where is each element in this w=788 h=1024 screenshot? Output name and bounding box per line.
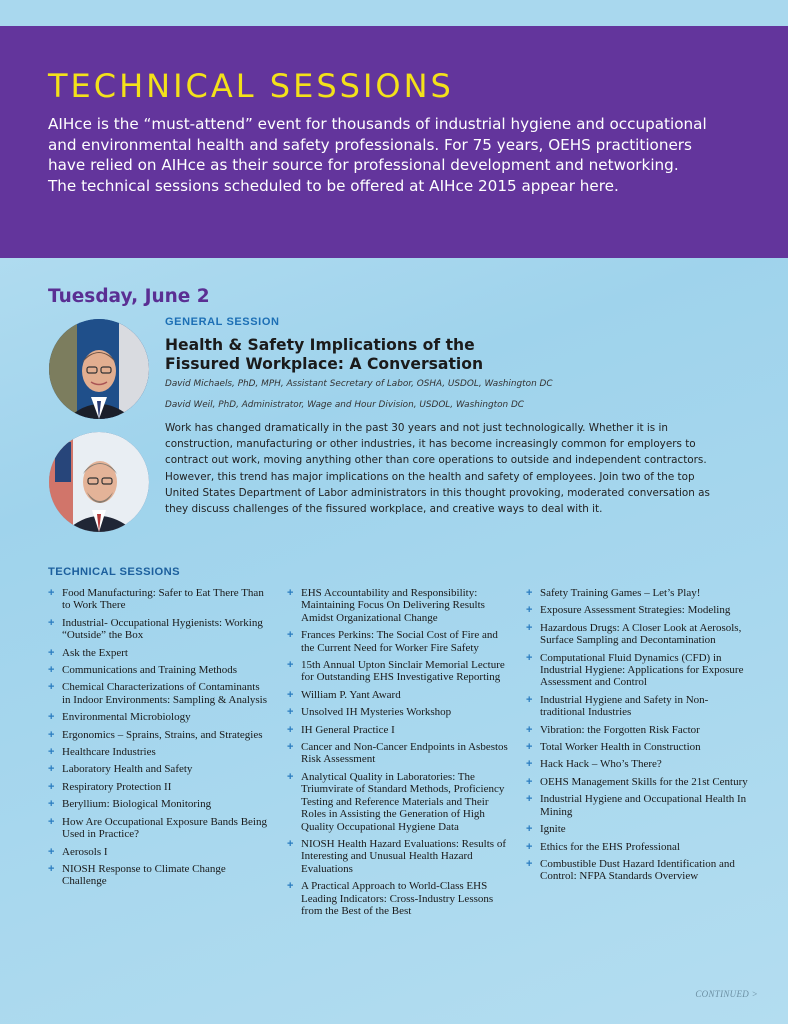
session-title: How Are Occupational Exposure Bands Being Used in Practice? bbox=[62, 815, 267, 841]
session-item bbox=[287, 706, 509, 718]
session-title: Cancer and Non-Cancer Endpoints in Asbestos Risk Assessment bbox=[301, 741, 508, 766]
intro-paragraph: AIHce is the “must-attend” event for thousands of industrial hygiene and occupational and environmental health and safety professionals. For 75 years, OEHS practitioners have relied on AIHce as their source for professional development and networking. The technical sessions scheduled to be offered at AIHce 2015 appear here. bbox=[48, 115, 707, 195]
session-title: Healthcare Industries bbox=[62, 746, 156, 759]
general-session bbox=[165, 316, 715, 517]
session-item bbox=[48, 816, 270, 841]
portrait-icon bbox=[49, 432, 149, 532]
speaker-credit: David Weil, PhD, Administrator, Wage and Hour Division, USDOL, Washington DC bbox=[165, 400, 524, 410]
plus-bullet-icon: + bbox=[526, 775, 533, 788]
plus-bullet-icon: + bbox=[48, 815, 55, 828]
session-title: Safety Training Games – Let’s Play! bbox=[540, 587, 701, 599]
plus-bullet-icon: + bbox=[526, 621, 533, 634]
session-title: Ask the Expert bbox=[62, 646, 128, 659]
session-title: Hazardous Drugs: A Closer Look at Aerosols, Surface Sampling and Decontamination bbox=[540, 621, 742, 647]
session-title: William P. Yant Award bbox=[301, 688, 401, 701]
sessions-column-2 bbox=[287, 587, 509, 922]
page-title: TECHNICAL SESSIONS bbox=[48, 67, 454, 105]
sessions-column-3 bbox=[526, 587, 750, 888]
session-title: Industrial- Occupational Hygienists: Working “Outside” the Box bbox=[62, 616, 263, 642]
plus-bullet-icon: + bbox=[526, 741, 533, 754]
session-item bbox=[526, 776, 750, 788]
plus-bullet-icon: + bbox=[48, 728, 55, 741]
session-item bbox=[48, 664, 270, 676]
session-title: Hack Hack – Who’s There? bbox=[540, 758, 662, 771]
session-item bbox=[48, 681, 270, 706]
session-title: Frances Perkins: The Social Cost of Fire and the Current Need for Worker Fire Safety bbox=[301, 629, 498, 654]
session-title: Total Worker Health in Construction bbox=[540, 741, 701, 754]
plus-bullet-icon: + bbox=[48, 681, 55, 694]
session-title: Combustible Dust Hazard Identification and Control: NFPA Standards Overview bbox=[540, 857, 735, 883]
session-item bbox=[48, 647, 270, 659]
session-item bbox=[526, 793, 750, 818]
session-title: Respiratory Protection II bbox=[62, 780, 172, 793]
plus-bullet-icon: + bbox=[48, 763, 55, 776]
plus-bullet-icon: + bbox=[287, 770, 294, 783]
plus-bullet-icon: + bbox=[526, 857, 533, 870]
session-item bbox=[48, 587, 270, 612]
session-item bbox=[287, 629, 509, 654]
session-item bbox=[48, 617, 270, 642]
speaker-credit: David Michaels, PhD, MPH, Assistant Secretary of Labor, OSHA, USDOL, Washington DC bbox=[165, 379, 553, 389]
session-item bbox=[526, 694, 750, 719]
plus-bullet-icon: + bbox=[287, 587, 294, 599]
session-title: OEHS Management Skills for the 21st Century bbox=[540, 775, 748, 788]
plus-bullet-icon: + bbox=[48, 780, 55, 793]
session-item bbox=[526, 652, 750, 689]
plus-bullet-icon: + bbox=[48, 845, 55, 858]
speaker-photo-2 bbox=[49, 432, 149, 532]
session-title: Analytical Quality in Laboratories: The Triumvirate of Standard Methods, Proficiency Testing and Reference Materials and Their Roles in Assisting the Generation of High Quality Occupational Hygiene Data bbox=[301, 770, 505, 833]
session-title: IH General Practice I bbox=[301, 723, 395, 736]
session-item bbox=[48, 711, 270, 723]
session-item bbox=[287, 724, 509, 736]
plus-bullet-icon: + bbox=[287, 741, 294, 754]
session-title: Unsolved IH Mysteries Workshop bbox=[301, 706, 452, 719]
plus-bullet-icon: + bbox=[526, 604, 533, 617]
session-item bbox=[48, 781, 270, 793]
session-title: Environmental Microbiology bbox=[62, 711, 191, 724]
session-item bbox=[526, 587, 750, 599]
day-heading: Tuesday, June 2 bbox=[48, 286, 210, 307]
session-title: Industrial Hygiene and Safety in Non-traditional Industries bbox=[540, 693, 709, 719]
session-title: NIOSH Health Hazard Evaluations: Results of Interesting and Unusual Health Hazard Evaluations bbox=[301, 837, 506, 875]
session-item bbox=[526, 841, 750, 853]
general-session-label: GENERAL SESSION bbox=[165, 316, 280, 328]
session-item bbox=[526, 858, 750, 883]
session-item bbox=[48, 798, 270, 810]
session-item bbox=[287, 659, 509, 684]
plus-bullet-icon: + bbox=[48, 646, 55, 659]
session-title: Beryllium: Biological Monitoring bbox=[62, 798, 212, 811]
session-title: Industrial Hygiene and Occupational Health In Mining bbox=[540, 793, 747, 818]
session-item bbox=[48, 746, 270, 758]
plus-bullet-icon: + bbox=[526, 758, 533, 771]
session-item bbox=[48, 846, 270, 858]
plus-bullet-icon: + bbox=[48, 587, 55, 599]
general-session-description: Work has changed dramatically in the past 30 years and not just technologically. Whether it is in construction, manufacturing or other industries, it has become increasingly common for employers to contract out work, moving anything other than core operations to outside and independent contractors. However, this trend has major implications on the health and safety of employees. Join two of the top United States Department of Labor administrators in this thought provoking, moderated conversation as they discuss challenges of the fissured workplace, and creative ways to deal with it. bbox=[165, 422, 710, 516]
session-title: Food Manufacturing: Safer to Eat There Than to Work There bbox=[62, 587, 264, 612]
session-title: A Practical Approach to World-Class EHS Leading Indicators: Cross-Industry Lessons from the Best of the Best bbox=[301, 880, 494, 917]
session-title: Aerosols I bbox=[62, 845, 108, 858]
session-title: Ergonomics – Sprains, Strains, and Strategies bbox=[62, 728, 263, 741]
plus-bullet-icon: + bbox=[48, 746, 55, 759]
session-title: Exposure Assessment Strategies: Modeling bbox=[540, 604, 731, 617]
session-item bbox=[287, 838, 509, 875]
plus-bullet-icon: + bbox=[287, 659, 294, 672]
session-item bbox=[287, 771, 509, 833]
speaker-photo-1 bbox=[49, 319, 149, 419]
sessions-column-1 bbox=[48, 587, 270, 893]
plus-bullet-icon: + bbox=[48, 862, 55, 875]
session-title: NIOSH Response to Climate Change Challenge bbox=[62, 862, 226, 888]
session-item bbox=[48, 729, 270, 741]
session-item bbox=[48, 763, 270, 775]
session-item bbox=[526, 823, 750, 835]
plus-bullet-icon: + bbox=[287, 706, 294, 719]
session-item bbox=[526, 604, 750, 616]
plus-bullet-icon: + bbox=[48, 798, 55, 811]
plus-bullet-icon: + bbox=[526, 651, 533, 664]
session-title: EHS Accountability and Responsibility: Maintaining Focus On Delivering Results Amidst Organizational Change bbox=[301, 587, 485, 624]
plus-bullet-icon: + bbox=[48, 711, 55, 724]
plus-bullet-icon: + bbox=[526, 723, 533, 736]
session-item bbox=[287, 689, 509, 701]
plus-bullet-icon: + bbox=[526, 587, 533, 599]
header-banner bbox=[0, 26, 788, 258]
session-title: Vibration: the Forgotten Risk Factor bbox=[540, 723, 700, 736]
continued-label: CONTINUED > bbox=[695, 989, 758, 999]
plus-bullet-icon: + bbox=[526, 793, 533, 806]
plus-bullet-icon: + bbox=[287, 688, 294, 701]
session-item bbox=[287, 880, 509, 917]
session-item bbox=[287, 741, 509, 766]
top-strip bbox=[0, 0, 788, 26]
plus-bullet-icon: + bbox=[526, 823, 533, 836]
plus-bullet-icon: + bbox=[287, 837, 294, 850]
plus-bullet-icon: + bbox=[526, 840, 533, 853]
session-item bbox=[526, 741, 750, 753]
plus-bullet-icon: + bbox=[287, 629, 294, 642]
session-title: Chemical Characterizations of Contaminants in Indoor Environments: Sampling & Analysis bbox=[62, 681, 268, 706]
session-title: 15th Annual Upton Sinclair Memorial Lecture for Outstanding EHS Investigative Reporting bbox=[301, 659, 505, 684]
session-item bbox=[526, 622, 750, 647]
plus-bullet-icon: + bbox=[287, 880, 294, 893]
plus-bullet-icon: + bbox=[48, 664, 55, 677]
technical-sessions-heading: TECHNICAL SESSIONS bbox=[48, 566, 180, 578]
general-session-title: Health & Safety Implications of the Fissured Workplace: A Conversation bbox=[165, 336, 484, 373]
session-item bbox=[48, 863, 270, 888]
plus-bullet-icon: + bbox=[48, 616, 55, 629]
session-item bbox=[287, 587, 509, 624]
session-title: Laboratory Health and Safety bbox=[62, 763, 193, 776]
session-item bbox=[526, 758, 750, 770]
session-title: Ethics for the EHS Professional bbox=[540, 840, 680, 853]
session-title: Ignite bbox=[540, 823, 566, 836]
plus-bullet-icon: + bbox=[526, 693, 533, 706]
session-title: Computational Fluid Dynamics (CFD) in Industrial Hygiene: Applications for Exposure Assessment and Control bbox=[540, 651, 744, 689]
session-item bbox=[526, 724, 750, 736]
session-title: Communications and Training Methods bbox=[62, 664, 238, 677]
plus-bullet-icon: + bbox=[287, 723, 294, 736]
portrait-icon bbox=[49, 319, 149, 419]
